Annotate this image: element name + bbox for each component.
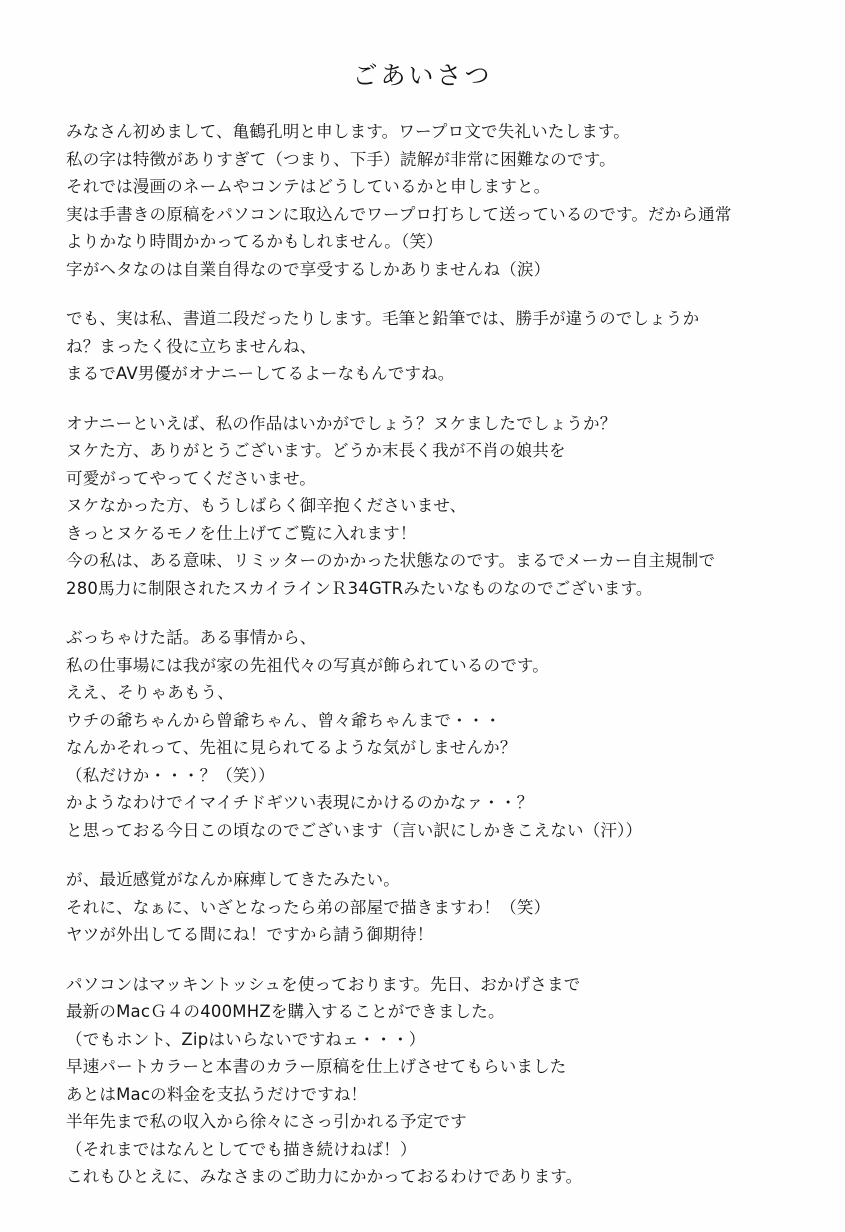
text-line: （私だけか・・・？（笑）） (66, 765, 275, 785)
text-line: ぶっちゃけた話。ある事情から、 (66, 628, 317, 647)
text-line: それでは漫画のネームやコンテはどうしているかと申しますと。 (66, 177, 551, 196)
text-line: 今の私は、ある意味、リミッターのかかった状態なのです。まるでメーカー自主規制で (66, 551, 716, 570)
text-line: それに、なぁに、いざとなったら弟の部屋で描きますわ！（笑） (66, 897, 551, 917)
text-line: なんかそれって、先祖に見られてるような気がしませんか？ (66, 738, 517, 757)
text-line: 実は手書きの原稿をパソコンに取込んでワープロ打ちして送っているのです。だから通常 (66, 204, 732, 224)
text-line: 半年先まで私の収入から徐々にさっ引かれる予定です (66, 1112, 467, 1131)
text-line: が、最近感覚がなんか麻痺してきたみたい。 (66, 870, 400, 889)
text-line: かようなわけでイマイチドギツい表現にかけるのかなァ・・？ (66, 793, 534, 812)
text-line: オナニーといえば、私の作品はいかがでしょう？ヌケましたでしょうか？ (66, 413, 617, 433)
text-line: と思っておる今日この頃なのでございます（言い訳にしかきこえない（汗）） (66, 820, 643, 840)
text-line: これもひとえに、みなさまのご助力にかかっておるわけであります。 (66, 1167, 583, 1186)
text-line: （でもホント、Zipはいらないですねェ・・・） (66, 1029, 426, 1049)
paragraph-2 (66, 305, 783, 388)
text-line: ヤツが外出してる間にね！ですから請う御期待！ (66, 925, 434, 944)
text-line: きっとヌケるモノを仕上げてご覧に入れます！ (66, 523, 417, 543)
text-line: ウチの爺ちゃんから曾爺ちゃん、曾々爺ちゃんまで・・・ (66, 710, 502, 730)
text-line: 私の仕事場には我が家の先祖代々の写真が飾られているのです。 (66, 655, 549, 675)
page-title: ごあいさつ (352, 61, 493, 90)
paragraph-6 (66, 971, 783, 1191)
text-line: よりかなり時間かかってるかもしれません。（笑） (66, 232, 443, 251)
paragraph-4 (66, 624, 783, 844)
text-line: 可愛がってやってくださいませ。 (66, 468, 317, 488)
text-line: まるでAV男優がオナニーしてるよーなもんですね。 (66, 364, 455, 383)
text-line: ヌケた方、ありがとうございます。どうか末長く我が不肖の娘共を (66, 441, 566, 460)
text-line: ええ、そりゃあもう、 (66, 683, 234, 702)
text-line: 早速パートカラーと本書のカラー原稿を仕上げさせてもらいました (66, 1057, 567, 1076)
paragraph-1 (66, 118, 783, 283)
paragraph-3 (66, 410, 783, 603)
text-line: あとはMacの料金を支払うだけですね！ (66, 1084, 368, 1104)
document-body (62, 118, 783, 1191)
text-line: 最新のMacＧ４の400MHZを購入することができました。 (66, 1002, 505, 1021)
text-line: 字がヘタなのは自業自得なので享受するしかありませんね（涙） (66, 259, 551, 279)
text-line: 280馬力に制限されたスカイラインＲ34GTRみたいなものなのでございます。 (66, 578, 653, 598)
text-line: でも、実は私、書道二段だったりします。毛筆と鉛筆では、勝手が違うのでしょうか (66, 309, 700, 328)
text-line: ヌケなかった方、もうしばらく御辛抱くださいませ、 (66, 496, 467, 515)
text-line: みなさん初めまして、亀鶴孔明と申します。ワープロ文で失礼いたします。 (66, 122, 631, 141)
text-line: ね？まったく役に立ちませんね、 (66, 336, 317, 356)
text-line: （それまではなんとしてでも描き続けねば！） (66, 1139, 417, 1159)
text-line: パソコンはマッキントッシュを使っております。先日、おかげさまで (66, 974, 581, 994)
paragraph-5 (66, 866, 783, 949)
text-line: 私の字は特徴がありすぎて（つまり、下手）読解が非常に困難なのです。 (66, 149, 616, 169)
